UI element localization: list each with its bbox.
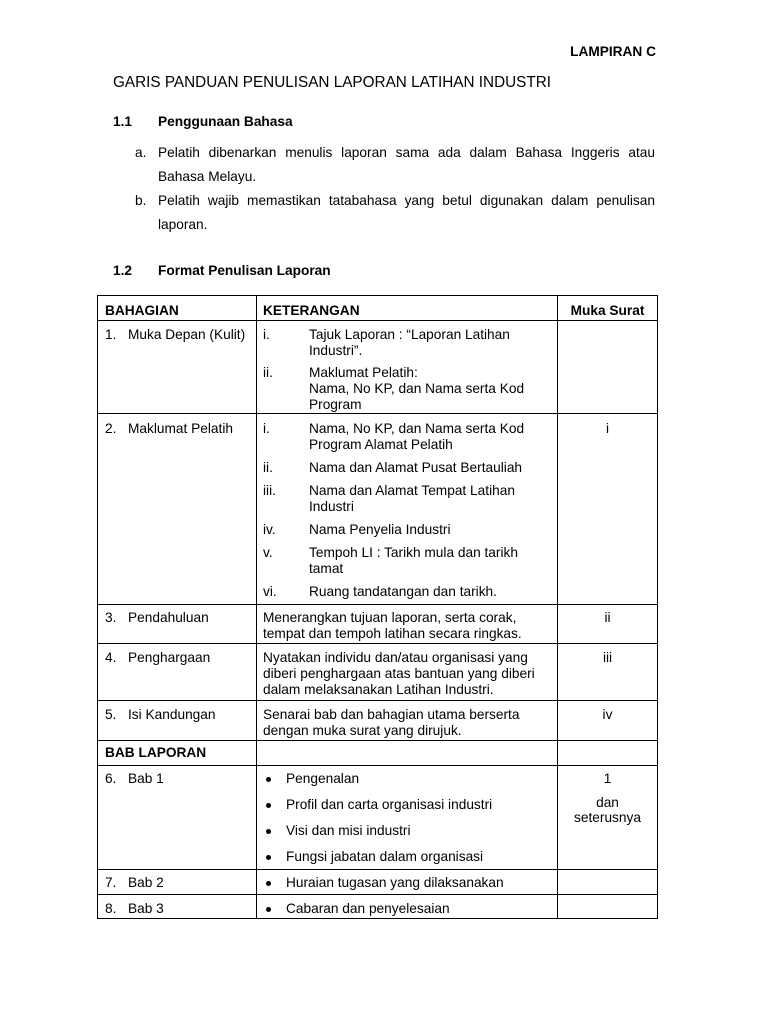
list-item [135,189,655,237]
roman-list-item [263,522,551,538]
keterangan-cell [257,895,558,919]
column-header-bahagian: BAHAGIAN [98,296,257,321]
bahagian-cell [98,605,257,644]
roman-item-text [309,365,541,413]
table-row [98,766,658,870]
table-row [98,605,658,644]
roman-item-text: Nama Penyelia Industri [309,522,451,537]
list-item-text: Pelatih dibenarkan menulis laporan sama ada dalam Bahasa Inggeris atau Bahasa Melayu. [158,145,655,184]
roman-item-text: Nama dan Alamat Tempat Latihan Industri [309,483,515,514]
keterangan-cell [257,414,558,605]
bahagian-entry [105,875,250,891]
row-number: 3. [105,610,117,625]
bullet-icon [263,901,286,917]
bullet-icon [263,875,286,891]
table-row [98,701,658,741]
bahagian-label: Maklumat Pelatih [128,421,233,436]
list-item [135,141,655,189]
table-row [98,414,658,605]
section-title: Penggunaan Bahasa [158,114,293,129]
bullet-text: Visi dan misi industri [286,823,411,838]
roman-marker: i. [263,327,270,342]
bahagian-label: Muka Depan (Kulit) [128,327,246,342]
bahagian-label: Pendahuluan [128,610,209,625]
keterangan-cell: Menerangkan tujuan laporan, serta corak, tempat dan tempoh latihan secara ringkas. [257,605,558,644]
muka-surat-cell [558,741,658,766]
table-section-row [98,741,658,766]
roman-item-title: Maklumat Pelatih: [309,365,418,380]
row-number: 4. [105,650,117,665]
roman-marker: vi. [263,584,277,599]
bahagian-label: Bab 2 [128,875,164,890]
bullet-icon [263,823,286,839]
report-format-table [97,295,658,919]
appendix-label: LAMPIRAN C [570,44,656,59]
column-header-keterangan: KETERANGAN [257,296,558,321]
roman-item-text: Tajuk Laporan : “Laporan Latihan Industri”. [309,327,510,358]
bullet-text: Pengenalan [286,771,360,786]
muka-surat-value: 1 [603,771,612,786]
column-header-muka-surat: Muka Surat [558,296,658,321]
bullet-list-item [263,875,551,891]
bullet-icon [263,849,286,865]
bahagian-entry [105,327,250,343]
roman-marker: i. [263,421,270,436]
row-number: 2. [105,421,117,436]
row-number: 1. [105,327,117,342]
roman-list-item [263,365,551,413]
bahagian-label: Isi Kandungan [128,707,216,722]
bahagian-label: Penghargaan [128,650,211,665]
muka-surat-cell [558,870,658,895]
bahagian-cell [98,766,257,870]
bullet-icon [263,797,286,813]
roman-item-text: Nama dan Alamat Pusat Bertauliah [309,460,523,475]
keterangan-cell: Senarai bab dan bahagian utama berserta dengan muka surat yang dirujuk. [257,701,558,741]
bullet-list-item [263,771,551,787]
row-number: 8. [105,901,117,916]
language-guidelines-list [135,141,655,237]
keterangan-cell [257,321,558,414]
row-number: 7. [105,875,117,890]
roman-list-item [263,483,551,515]
muka-surat-cell: iv [558,701,658,741]
roman-marker: v. [263,545,273,560]
bullet-list-item [263,823,551,839]
roman-marker: iv. [263,522,276,537]
bullet-text: Profil dan carta organisasi industri [286,797,493,812]
roman-item-text: Ruang tandatangan dan tarikh. [309,584,497,599]
roman-marker: ii. [263,365,273,380]
roman-list-item [263,327,551,359]
list-marker: b. [135,193,147,208]
bahagian-cell [98,414,257,605]
bahagian-cell [98,701,257,741]
bahagian-cell [98,644,257,701]
muka-surat-cell [558,766,658,870]
roman-list-item [263,460,551,476]
list-marker: a. [135,145,147,160]
keterangan-cell [257,870,558,895]
roman-marker: iii. [263,483,276,498]
bahagian-cell [98,895,257,919]
bullet-text: Huraian tugasan yang dilaksanakan [286,875,504,890]
section-title: Format Penulisan Laporan [158,263,331,278]
section-number: 1.1 [113,114,133,129]
bullet-list-item [263,901,551,917]
table-row [98,644,658,701]
table-row [98,870,658,895]
section-heading-1-2 [113,263,331,279]
muka-surat-note: dan seterusnya [574,795,641,825]
roman-item-text: Tempoh LI : Tarikh mula dan tarikh tamat [309,545,518,576]
muka-surat-cell: iii [558,644,658,701]
bullet-text: Cabaran dan penyelesaian [286,901,450,916]
bahagian-entry [105,707,250,723]
bullet-text: Fungsi jabatan dalam organisasi [286,849,484,864]
list-item-text: Pelatih wajib memastikan tatabahasa yang betul digunakan dalam penulisan laporan. [158,193,655,232]
muka-surat-cell [558,321,658,414]
muka-surat-cell: i [558,414,658,605]
bahagian-label: Bab 1 [128,771,164,786]
bahagian-entry [105,901,250,917]
document-title: GARIS PANDUAN PENULISAN LAPORAN LATIHAN INDUSTRI [113,74,552,91]
bahagian-entry [105,771,250,787]
bahagian-cell [98,870,257,895]
bahagian-entry [105,610,250,626]
roman-item-subtext: Nama, No KP, dan Nama serta Kod Program [309,381,525,412]
keterangan-cell: Nyatakan individu dan/atau organisasi yang diberi penghargaan atas bantuan yang diberi dalam melaksanakan Latihan Industri. [257,644,558,701]
bullet-list-item [263,797,551,813]
keterangan-cell [257,741,558,766]
roman-list-item [263,584,551,600]
bab-laporan-label: BAB LAPORAN [98,741,257,766]
row-number: 5. [105,707,117,722]
row-number: 6. [105,771,117,786]
keterangan-cell [257,766,558,870]
table-row [98,895,658,919]
roman-marker: ii. [263,460,273,475]
bullet-list-item [263,849,551,865]
section-number: 1.2 [113,263,133,278]
bahagian-cell [98,321,257,414]
roman-list-item [263,421,551,453]
bahagian-label: Bab 3 [128,901,164,916]
table-row [98,321,658,414]
bullet-icon [263,771,286,787]
muka-surat-cell: ii [558,605,658,644]
bahagian-entry [105,421,250,437]
table-header-row [98,296,658,321]
roman-list-item [263,545,551,577]
roman-item-text: Nama, No KP, dan Nama serta Kod Program Alamat Pelatih [309,421,525,452]
muka-surat-cell [558,895,658,919]
section-heading-1-1 [113,114,293,130]
bahagian-entry [105,650,250,666]
